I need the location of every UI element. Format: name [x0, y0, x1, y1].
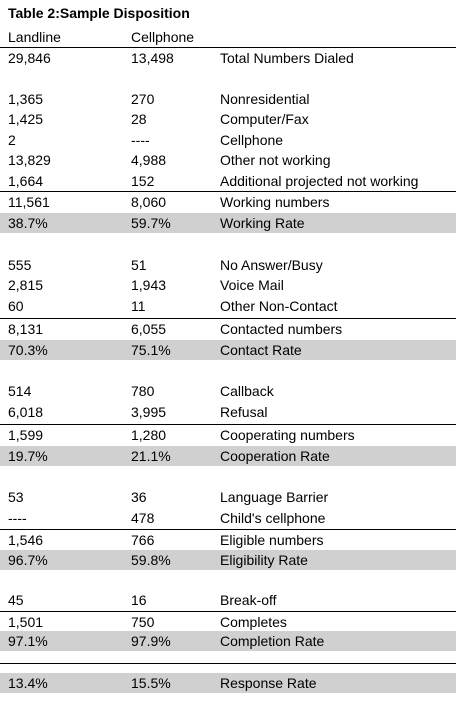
cell-label: Cooperation Rate [220, 448, 330, 464]
cell-landline: 13.4% [8, 675, 48, 691]
cell-cellphone: 75.1% [131, 342, 171, 358]
cell-label: Other Non-Contact [220, 298, 338, 314]
cell-landline: 13,829 [8, 152, 51, 168]
cell-landline: 60 [8, 298, 24, 314]
cell-landline: 8,131 [8, 321, 44, 337]
cell-cellphone: 59.7% [131, 215, 171, 231]
table-row [0, 171, 456, 191]
table-title: Table 2:Sample Disposition [8, 5, 190, 21]
table-row [0, 381, 456, 401]
cell-label: Language Barrier [220, 489, 329, 505]
rate-row [0, 340, 456, 360]
table-row [0, 191, 456, 212]
cell-cellphone: 750 [131, 614, 155, 630]
cell-landline: 38.7% [8, 215, 48, 231]
table-row [0, 150, 456, 170]
cell-cellphone: 766 [131, 532, 155, 548]
cell-cellphone: 13,498 [131, 50, 174, 66]
cell-cellphone: 1,943 [131, 277, 167, 293]
cell-cellphone: 4,988 [131, 152, 167, 168]
table-row [0, 508, 456, 528]
table-row [0, 296, 456, 316]
cell-label: Contacted numbers [220, 321, 343, 337]
table-row [0, 318, 456, 339]
cell-cellphone: 21.1% [131, 448, 171, 464]
cell-landline: 53 [8, 489, 24, 505]
cell-cellphone: 15.5% [131, 675, 171, 691]
header-landline: Landline [8, 29, 61, 45]
table-row [0, 424, 456, 445]
cell-label: No Answer/Busy [220, 257, 323, 273]
cell-cellphone: 11 [131, 298, 146, 314]
rate-row [0, 550, 456, 570]
cell-landline: ---- [8, 510, 27, 526]
cell-label: Break-off [220, 592, 277, 608]
cell-label: Total Numbers Dialed [220, 50, 354, 66]
cell-landline: 2 [8, 132, 16, 148]
table-row [0, 529, 456, 550]
table-row [0, 487, 456, 507]
cell-label: Refusal [220, 404, 268, 420]
rate-row [0, 213, 456, 233]
cell-landline: 97.1% [8, 633, 48, 649]
rate-row [0, 631, 456, 651]
table-row [0, 48, 456, 68]
table-row [0, 255, 456, 275]
cell-label: Eligible numbers [220, 532, 324, 548]
cell-landline: 1,365 [8, 91, 44, 107]
section-divider [0, 663, 456, 664]
cell-landline: 1,425 [8, 111, 44, 127]
cell-landline: 6,018 [8, 404, 44, 420]
table-header [0, 27, 456, 48]
cell-label: Working numbers [220, 194, 330, 210]
table-row [0, 89, 456, 109]
cell-cellphone: 152 [131, 173, 155, 189]
cell-label: Callback [220, 383, 274, 399]
cell-label: Response Rate [220, 675, 317, 691]
table-row [0, 611, 456, 632]
cell-landline: 1,501 [8, 614, 44, 630]
cell-label: Completion Rate [220, 633, 325, 649]
cell-landline: 11,561 [8, 194, 50, 210]
header-cellphone: Cellphone [131, 29, 195, 45]
cell-label: Working Rate [220, 215, 305, 231]
cell-cellphone: 28 [131, 111, 147, 127]
cell-landline: 96.7% [8, 552, 48, 568]
table-row [0, 590, 456, 610]
cell-landline: 19.7% [8, 448, 48, 464]
cell-cellphone: 59.8% [131, 552, 171, 568]
cell-label: Other not working [220, 152, 331, 168]
cell-cellphone: 478 [131, 510, 155, 526]
cell-label: Voice Mail [220, 277, 284, 293]
cell-label: Contact Rate [220, 342, 302, 358]
cell-landline: 514 [8, 383, 32, 399]
table-row [0, 275, 456, 295]
cell-cellphone: 51 [131, 257, 147, 273]
cell-landline: 1,546 [8, 532, 44, 548]
cell-cellphone: 780 [131, 383, 155, 399]
cell-label: Completes [220, 614, 287, 630]
cell-landline: 555 [8, 257, 32, 273]
rate-row [0, 673, 456, 693]
cell-landline: 1,599 [8, 427, 44, 443]
cell-landline: 1,664 [8, 173, 44, 189]
cell-cellphone: ---- [131, 132, 150, 148]
cell-landline: 2,815 [8, 277, 44, 293]
cell-label: Cooperating numbers [220, 427, 355, 443]
cell-label: Additional projected not working [220, 173, 419, 189]
cell-landline: 70.3% [8, 342, 48, 358]
cell-cellphone: 270 [131, 91, 155, 107]
cell-label: Cellphone [220, 132, 284, 148]
cell-cellphone: 3,995 [131, 404, 167, 420]
cell-landline: 29,846 [8, 50, 51, 66]
table-row [0, 109, 456, 129]
cell-label: Nonresidential [220, 91, 310, 107]
cell-label: Eligibility Rate [220, 552, 308, 568]
cell-landline: 45 [8, 592, 24, 608]
cell-cellphone: 36 [131, 489, 147, 505]
cell-cellphone: 1,280 [131, 427, 167, 443]
cell-cellphone: 8,060 [131, 194, 167, 210]
rate-row [0, 446, 456, 466]
cell-cellphone: 97.9% [131, 633, 171, 649]
cell-label: Computer/Fax [220, 111, 309, 127]
table-row [0, 130, 456, 150]
cell-cellphone: 6,055 [131, 321, 167, 337]
cell-cellphone: 16 [131, 592, 147, 608]
cell-label: Child's cellphone [220, 510, 326, 526]
table-row [0, 402, 456, 422]
